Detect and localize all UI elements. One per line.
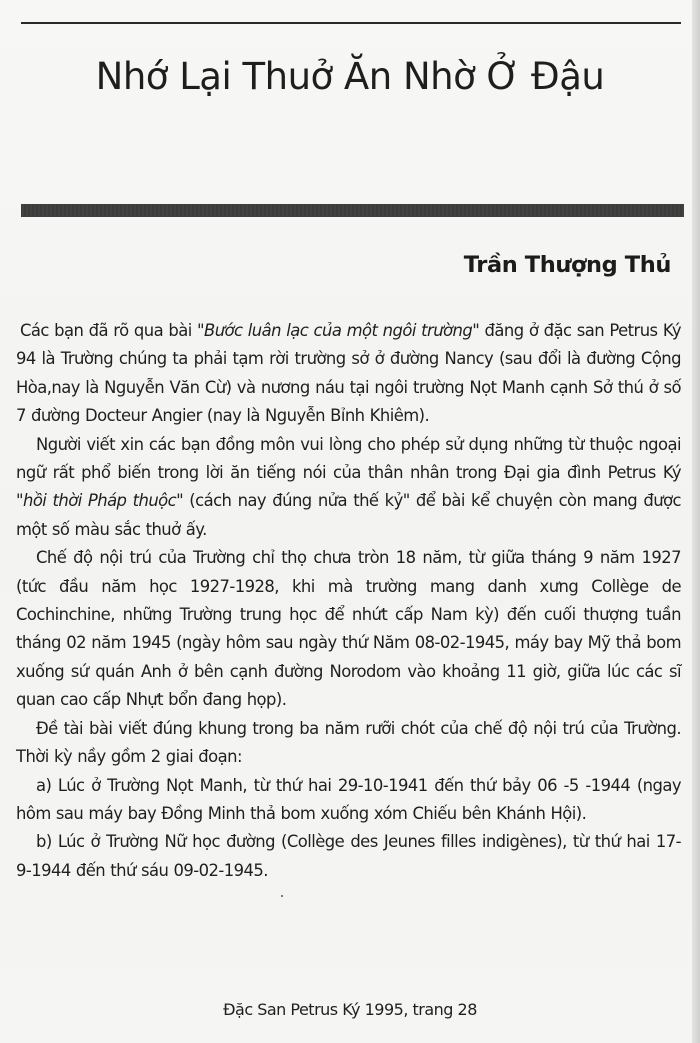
paragraph-1-italic-title: "Bước luân lạc của một ngôi trường" [197,321,480,340]
paragraph-1 [16,317,681,431]
paragraph-3: Chế độ nội trú của Trường chỉ thọ chưa tròn 18 năm, từ giữa tháng 9 năm 1927 (tức đầu năm học 1927-1928, khi mà trường mang danh xưng Collège de Cochinchine, những Trường trung học để nhứt cấp Nam kỳ) đến cuối thượng tuần tháng 02 năm 1945 (ngày hôm sau ngày thứ Năm 08-02-1945, máy bay Mỹ thả bom xuống sứ quán Anh ở bên cạnh đường Norodom vào khoảng 11 giờ, giữa lúc các sĩ quan cao cấp Nhựt bổn đang họp). [16,548,681,710]
paragraph-item-b: b) Lúc ở Trường Nữ học đường (Collège des Jeunes filles indigènes), từ thứ hai 17-9-1944 đến thứ sáu 09-02-1945. [16,832,681,880]
scan-edge-shadow [692,0,700,1043]
paragraph-2 [16,431,681,545]
print-speck [281,895,283,897]
paragraph-2-italic-phrase: "hồi thời Pháp thuộc" [16,491,184,511]
paragraph-1-pre: Các bạn đã rõ qua bài [20,321,198,340]
article-title: Nhớ Lại Thuở Ăn Nhờ Ở Đậu [95,55,605,98]
title-underline-bar [21,204,684,217]
top-rule-divider [21,22,681,24]
article-body [16,317,681,885]
paragraph-item-a: a) Lúc ở Trường Nọt Manh, từ thứ hai 29-10-1941 đến thứ bảy 06 -5 -1944 (ngay hôm sau máy bay Đồng Minh thả bom xuống xóm Chiếu bên Khánh Hội). [16,775,681,823]
page-footer-citation: Đặc San Petrus Ký 1995, trang 28 [223,1000,477,1019]
paragraph-4: Đề tài bài viết đúng khung trong ba năm rưỡi chót của chế độ nội trú của Trường. Thời kỳ nầy gồm 2 giai đoạn: [16,718,681,767]
paragraph-2-post: (cách nay đúng nửa thế kỷ" để bài kể chuyện còn mang được một số màu sắc thuở ấy. [16,491,681,539]
paragraph-1-post: đăng ở đặc san Petrus Ký 94 là Trường chúng ta phải tạm rời trường sở ở đường Nancy (sau đổi là đường Cộng Hòa,nay là Nguyễn Văn Cừ) và nương náu tại ngôi trường Nọt Manh cạnh Sở thú ở số 7 đường Docteur Angier (nay là Nguyễn Bỉnh Khiêm). [16,321,681,426]
article-author: Trần Thượng Thủ [463,252,671,278]
paragraph-2-pre: Người viết xin các bạn đồng môn vui lòng cho phép sử dụng những từ thuộc ngoại ngữ rất phổ biến trong lời ăn tiếng nói của thân nhân trong Đại gia đình Petrus Ký [16,434,681,483]
